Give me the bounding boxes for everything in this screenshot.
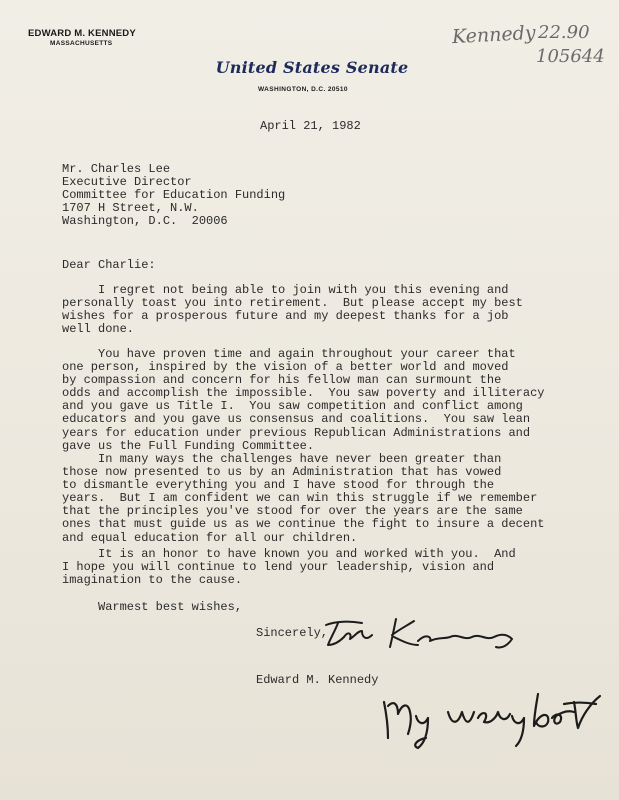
typed-signature-name: Edward M. Kennedy — [256, 673, 379, 687]
salutation: Dear Charlie: — [62, 258, 156, 272]
letterhead-city: WASHINGTON, D.C. 20510 — [258, 86, 348, 93]
letter-date: April 21, 1982 — [260, 119, 361, 133]
address-line: Mr. Charles Lee — [62, 162, 171, 176]
bleed-through-shadow — [390, 600, 560, 710]
address-line: 1707 H Street, N.W. — [62, 201, 199, 216]
body-paragraph-3: In many ways the challenges have never been greater than those now presented to us by an Administration that has vowed to dismantle everything you and I have stood for through the years. But I am confident we can win this struggle if we remember that the principles you've stood for over the years are the same ones that must guide us as we continue the fight to insure a decent and equal education for all our children. — [62, 452, 545, 545]
body-paragraph-4: It is an honor to have known you and worked with you. And I hope you will continue to lend your leadership, vision and imagination to the cause. — [62, 547, 516, 588]
body-paragraph-1: I regret not being able to join with you this evening and personally toast you into retirement. But please accept my best wishes for a prosperous future and my deepest thanks for a job well done. — [62, 283, 523, 337]
recipient-address — [62, 163, 285, 228]
handwritten-name-note: Kennedy — [451, 21, 537, 49]
closing-wishes: Warmest best wishes, — [62, 600, 243, 614]
address-line: Committee for Education Funding — [62, 188, 286, 203]
sincerely: Sincerely, — [256, 626, 329, 640]
address-line: Washington, D.C. 20006 — [62, 214, 228, 229]
body-paragraph-2: You have proven time and again throughout your career that one person, inspired by the vision of a better world and moved by compassion and concern for his fellow man can surmount the odds and accomplish the impossible. You saw poverty and illiteracy and you gave us Title I. You saw competition and conflict among educators and you gave us consensus and coalitions. You saw lean years for education under previous Republican Administrations and gave us the Full Funding Committee. — [62, 347, 545, 453]
address-line: Executive Director — [62, 175, 192, 190]
letterhead-senate-title: United States Senate — [215, 58, 409, 77]
handwritten-number-1: 22.90 — [538, 22, 590, 43]
letterhead-sender-name: EDWARD M. KENNEDY — [28, 28, 136, 39]
handwritten-number-2: 105644 — [536, 46, 605, 67]
letterhead-sender-state: MASSACHUSETTS — [50, 40, 113, 47]
